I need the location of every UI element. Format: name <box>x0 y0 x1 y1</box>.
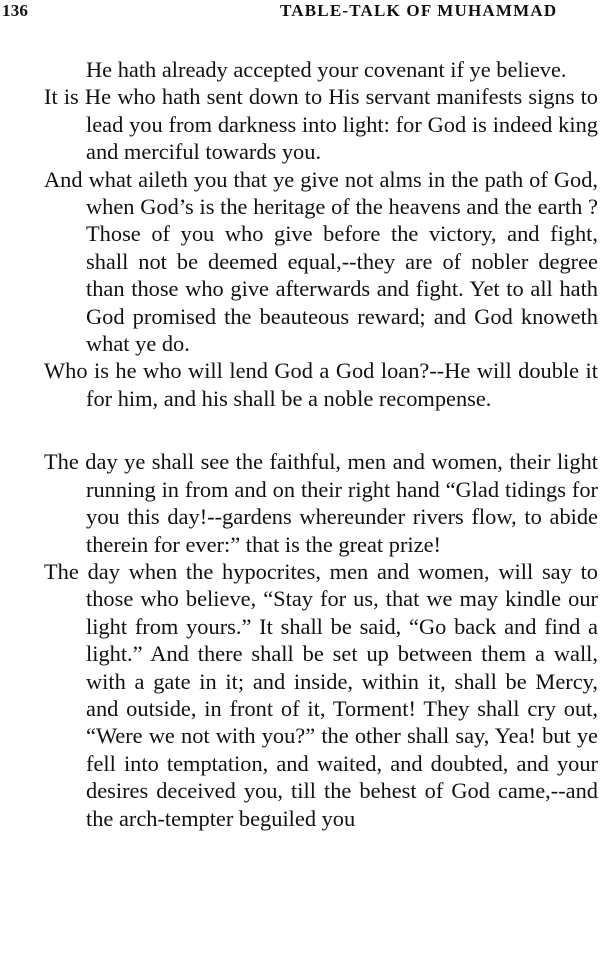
page-number: 136 <box>2 1 29 20</box>
verse-paragraph: And what aileth you that ye give not alms in the path of God, when God’s is the heritage of the heavens and the earth ? Those of you who give before the victory, and fight, shall not be deemed equal,--they are of nobler degree than those who give afterwards and fight. Yet to all hath God promised the beauteous reward; and God knoweth what ye do. <box>44 166 598 357</box>
running-head <box>0 0 600 28</box>
verse-paragraph: The day when the hypocrites, men and women, will say to those who believe, “Stay for us, that we may kindle our light from yours.” It shall be said, “Go back and find a light.” And there shall be set up between them a wall, with a gate in it; and inside, within it, shall be Mercy, and outside, in front of it, Torment! They shall cry out, “Were we not with you?” the other shall say, Yea! but ye fell into temptation, and waited, and doubted, and your desires deceived you, till the behest of God came,--and the arch-tempter beguiled you <box>44 558 598 831</box>
verse-paragraph-continued: He hath already accepted your covenant if ye believe. <box>86 57 567 82</box>
running-title: TABLE-TALK OF MUHAMMAD <box>280 1 558 20</box>
verse-paragraph: Who is he who will lend God a God loan?--He will double it for him, and his shall be a noble recompense. <box>44 358 598 411</box>
section-break <box>44 412 598 448</box>
verse-paragraph: It is He who hath sent down to His servant manifests signs to lead you from darkness into light: for God is indeed king and merciful towards you. <box>44 84 598 165</box>
body-text <box>44 56 598 832</box>
verse-paragraph: The day ye shall see the faithful, men and women, their light running in from and on their right hand “Glad tidings for you this day!--gardens whereunder rivers flow, to abide therein for ever:” that is the great prize! <box>44 449 598 557</box>
